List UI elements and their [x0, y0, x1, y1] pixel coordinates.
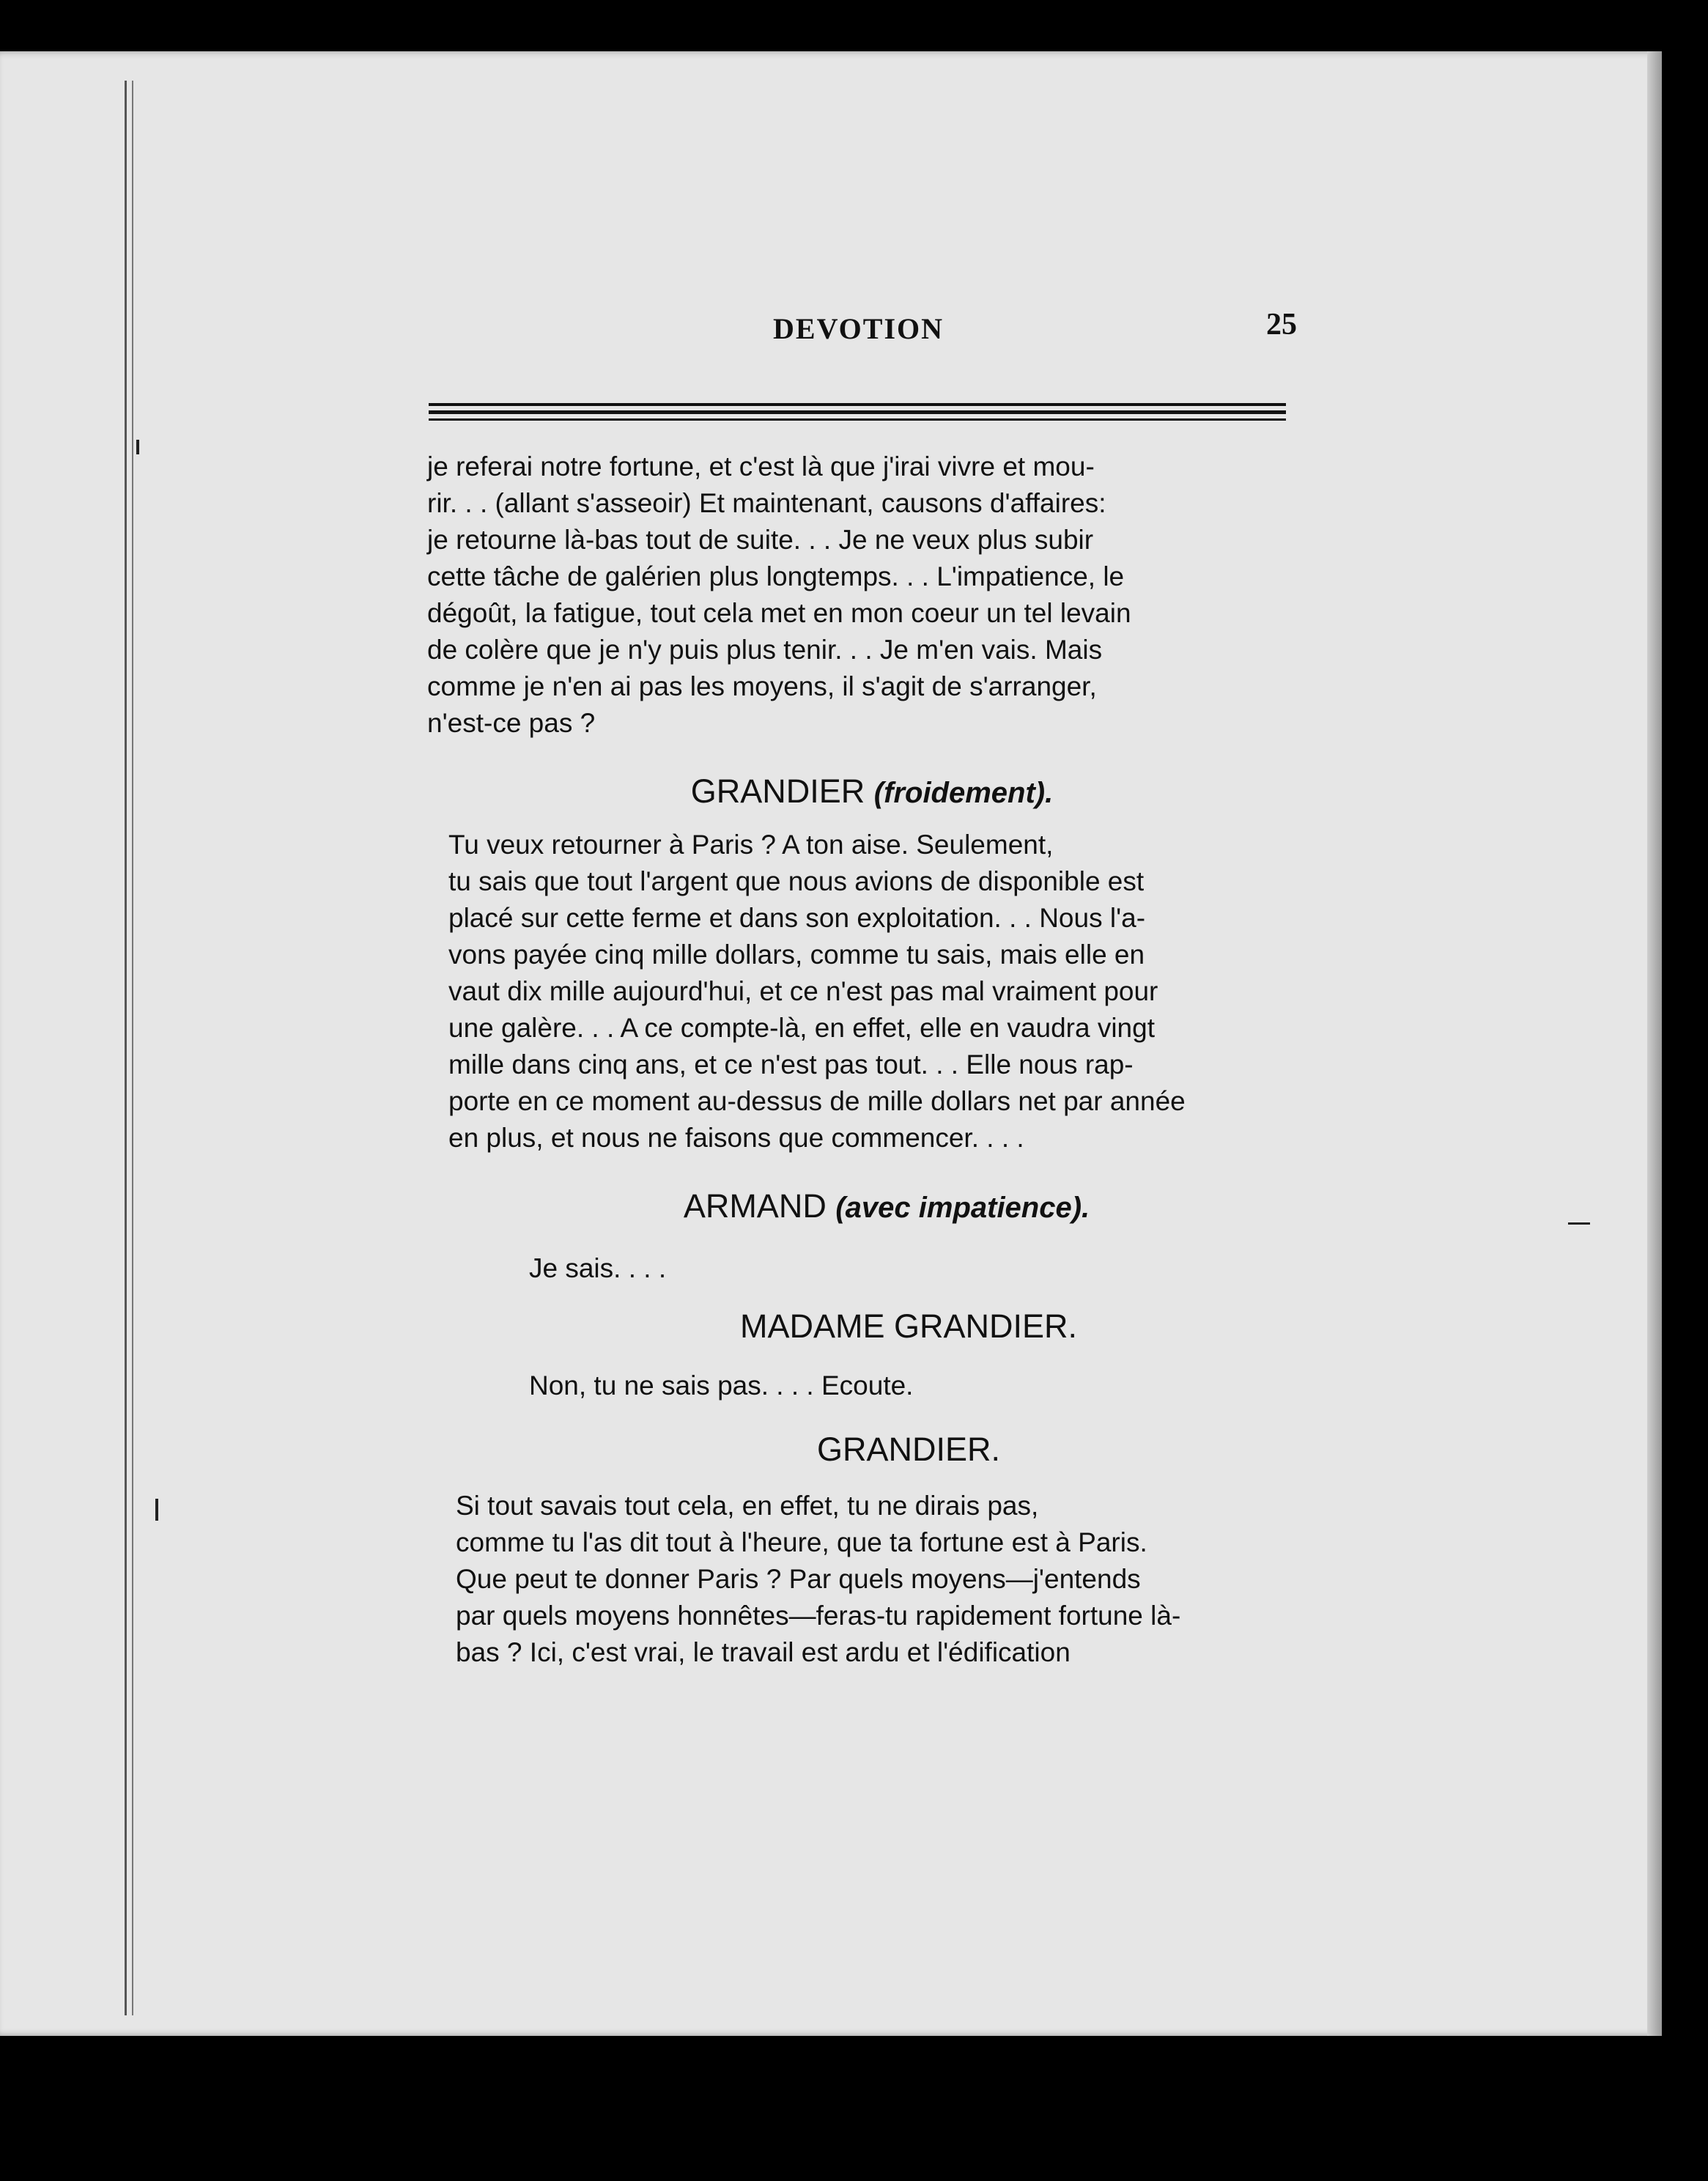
- speaker-heading: [454, 1186, 1319, 1228]
- stage-direction: (froidement).: [873, 777, 1054, 809]
- header-rule: [429, 403, 1286, 406]
- margin-mark: [1568, 1222, 1590, 1225]
- speaker-name: ARMAND: [683, 1187, 827, 1225]
- speaker-heading: [454, 771, 1290, 813]
- header-rule: [429, 410, 1286, 414]
- paragraph: Non, tu ne sais pas. . . . Ecoute.: [529, 1370, 914, 1401]
- speaker-heading: [454, 1429, 1363, 1470]
- scan-border: [0, 0, 1708, 51]
- header-rule: [429, 418, 1286, 421]
- paragraph: Si tout savais tout cela, en effet, tu ne dirais pas, comme tu l'as dit tout à l'heure, que ta fortune est à Paris. Que peut te donner Paris ? Par quels moyens—j'entends par quels moyens honnêtes—feras-tu rapidement fortune là- bas ? Ici, c'est vrai, le travail est ardu et l'édification: [456, 1491, 1181, 1667]
- paragraph: Je sais. . . .: [529, 1253, 667, 1283]
- paragraph: je referai notre fortune, et c'est là que j'irai vivre et mou- rir. . . (allant s'asseoir) Et maintenant, causons d'affaires: je retourne là-bas tout de suite. . . Je ne veux plus subir cette tâche de galérien plus longtemps. . . L'impatience, le dégoût, la fatigue, tout cela met en mon coeur un tel levain de colère que je n'y puis plus tenir. . . Je m'en vais. Mais comme je n'en ai pas les moyens, il s'agit de s'arranger, n'est-ce pas ?: [427, 451, 1131, 738]
- paragraph: Tu veux retourner à Paris ? A ton aise. Seulement, tu sais que tout l'argent que nous avions de disponible est placé sur cette ferme et dans son exploitation. . . Nous l'a- vons payée cinq mille dollars, comme tu sais, mais elle en vaut dix mille aujourd'hui, et ce n'est pas mal vraiment pour une galère. . . A ce compte-là, en effet, elle en vaudra vingt mille dans cinq ans, et ce n'est pas tout. . . Elle nous rap- porte en ce moment au-dessus de mille dollars net par année en plus, et nous ne faisons que commencer. . . .: [448, 830, 1186, 1153]
- gutter-line: [132, 81, 133, 2015]
- speaker-name: GRANDIER: [690, 772, 865, 810]
- margin-mark: [136, 440, 139, 454]
- stage-direction: (avec impatience).: [835, 1192, 1090, 1224]
- page-header: [429, 308, 1297, 363]
- speaker-name: GRANDIER.: [816, 1431, 1001, 1468]
- page-edge: [1647, 51, 1662, 2036]
- gutter-line: [125, 81, 127, 2015]
- speaker-heading: [454, 1306, 1363, 1347]
- page-number: 25: [1266, 308, 1297, 342]
- margin-mark: [155, 1499, 158, 1521]
- speaker-name: MADAME GRANDIER.: [739, 1307, 1078, 1345]
- running-title: DEVOTION: [773, 312, 944, 345]
